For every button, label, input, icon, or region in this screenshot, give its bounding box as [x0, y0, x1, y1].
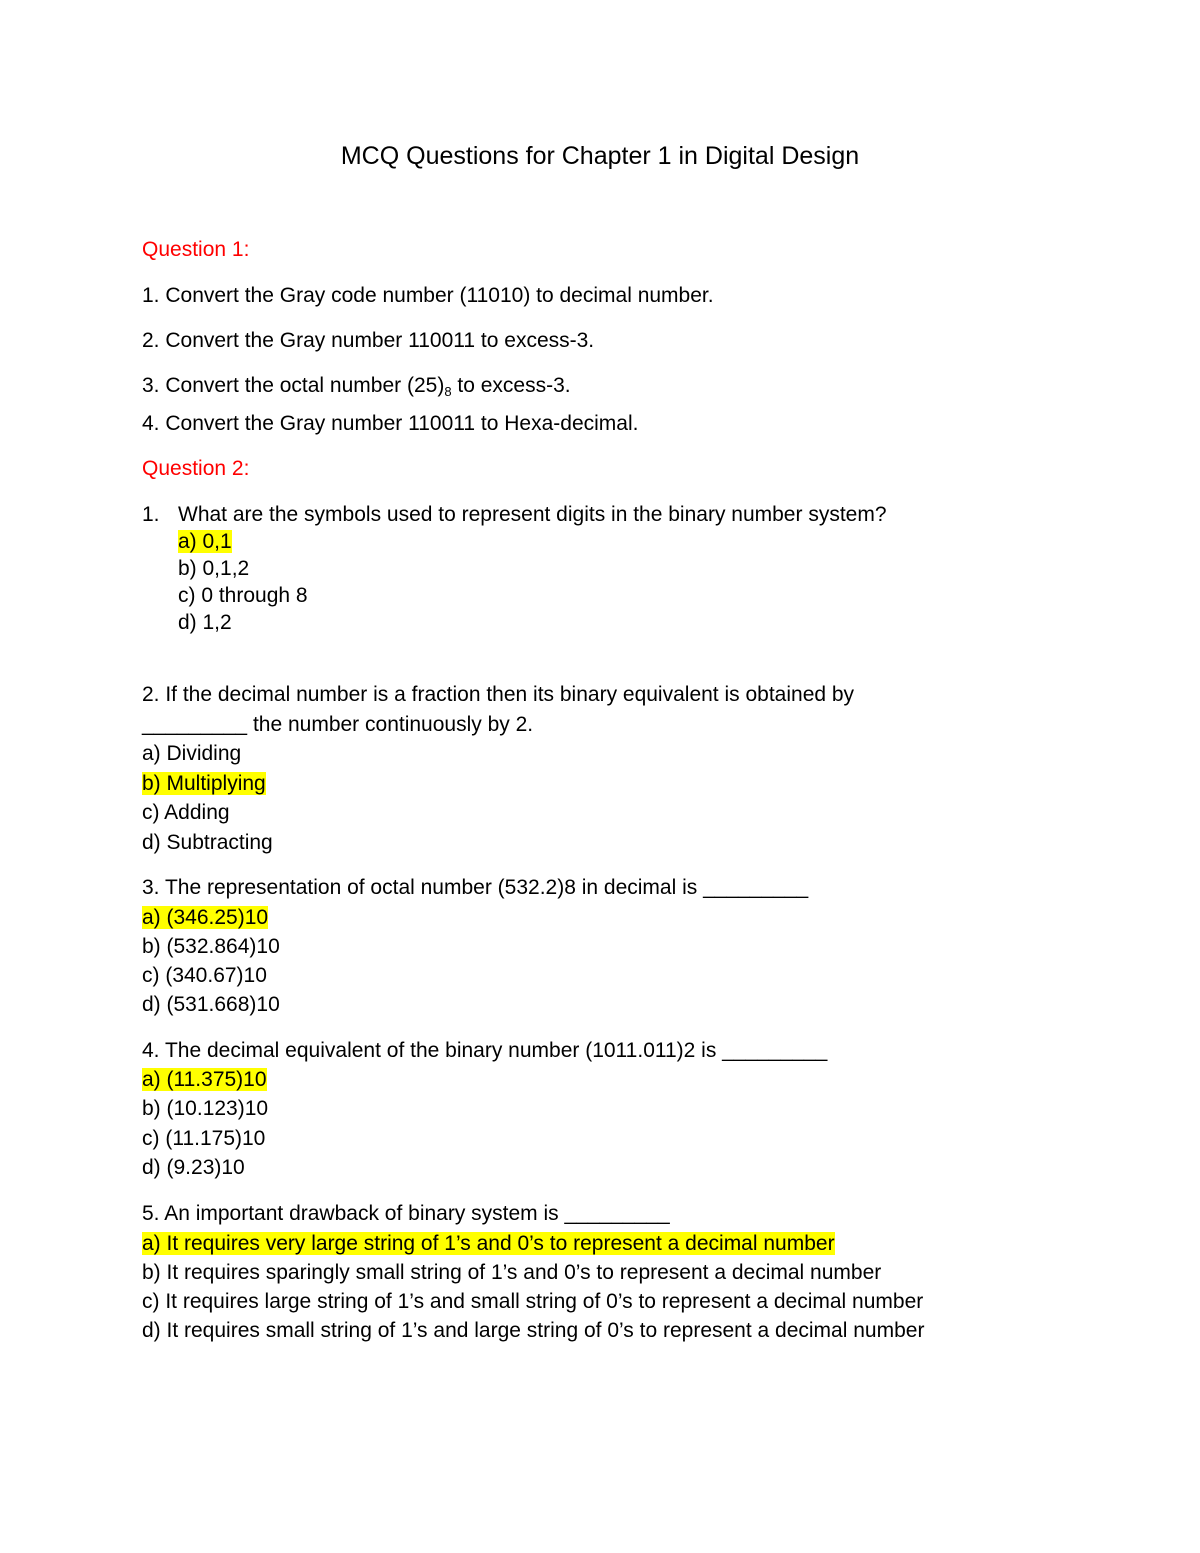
question-1-heading: Question 1:: [142, 238, 250, 261]
question-2-heading: Question 2:: [142, 457, 250, 480]
question-1-item-3-prefix: 3. Convert the octal number (25): [142, 374, 445, 397]
mcq-5-option-d: d) It requires small string of 1’s and large string of 0’s to represent a decimal number: [142, 1319, 925, 1342]
mcq-2-option-b: [142, 770, 266, 798]
answer-highlight: a) It requires very large string of 1’s and 0’s to represent a decimal number: [142, 1232, 835, 1255]
mcq-3-option-a: [142, 904, 268, 932]
mcq-4-question: 4. The decimal equivalent of the binary number (1011.011)2 is _________: [142, 1039, 828, 1062]
mcq-4-option-d: d) (9.23)10: [142, 1156, 245, 1179]
mcq-2-question-line-2: _________ the number continuously by 2.: [142, 713, 534, 736]
mcq-4-option-c: c) (11.175)10: [142, 1127, 266, 1150]
mcq-5-option-c: c) It requires large string of 1’s and small string of 0’s to represent a decimal number: [142, 1290, 924, 1313]
question-1-item-3-suffix: to excess-3.: [451, 374, 571, 397]
mcq-2-option-a: a) Dividing: [142, 742, 242, 765]
mcq-4-option-a: [142, 1066, 267, 1094]
question-1-item-4: 4. Convert the Gray number 110011 to Hexa-decimal.: [142, 412, 639, 435]
mcq-1-option-a: [178, 528, 232, 556]
mcq-5-option-a: [142, 1230, 835, 1258]
answer-highlight: a) (11.375)10: [142, 1068, 267, 1091]
mcq-5-question: 5. An important drawback of binary system is _________: [142, 1202, 670, 1225]
mcq-1-question: What are the symbols used to represent digits in the binary number system?: [178, 503, 887, 526]
answer-highlight: a) (346.25)10: [142, 906, 269, 929]
answer-highlight: b) Multiplying: [142, 772, 266, 795]
mcq-2-option-d: d) Subtracting: [142, 831, 273, 854]
page-title: MCQ Questions for Chapter 1 in Digital Design: [340, 142, 860, 170]
answer-highlight: a) 0,1: [178, 530, 232, 553]
question-1-item-1: 1. Convert the Gray code number (11010) to decimal number.: [142, 284, 714, 307]
mcq-4-option-b: b) (10.123)10: [142, 1097, 269, 1120]
mcq-3-question: 3. The representation of octal number (532.2)8 in decimal is _________: [142, 876, 809, 899]
octal-base-subscript: 8: [444, 384, 452, 399]
question-1-item-3: [142, 372, 571, 400]
mcq-3-option-c: c) (340.67)10: [142, 964, 267, 987]
mcq-3-option-b: b) (532.864)10: [142, 935, 280, 958]
mcq-5-option-b: b) It requires sparingly small string of 1’s and 0’s to represent a decimal number: [142, 1261, 882, 1284]
mcq-2-question-line-1: 2. If the decimal number is a fraction then its binary equivalent is obtained by: [142, 683, 855, 706]
mcq-1-option-c: c) 0 through 8: [178, 584, 308, 607]
question-1-item-2: 2. Convert the Gray number 110011 to excess-3.: [142, 329, 595, 352]
mcq-2-option-c: c) Adding: [142, 801, 230, 824]
mcq-1-number: 1.: [142, 503, 160, 526]
mcq-1-option-b: b) 0,1,2: [178, 557, 250, 580]
mcq-3-option-d: d) (531.668)10: [142, 993, 280, 1016]
mcq-1-option-d: d) 1,2: [178, 611, 232, 634]
